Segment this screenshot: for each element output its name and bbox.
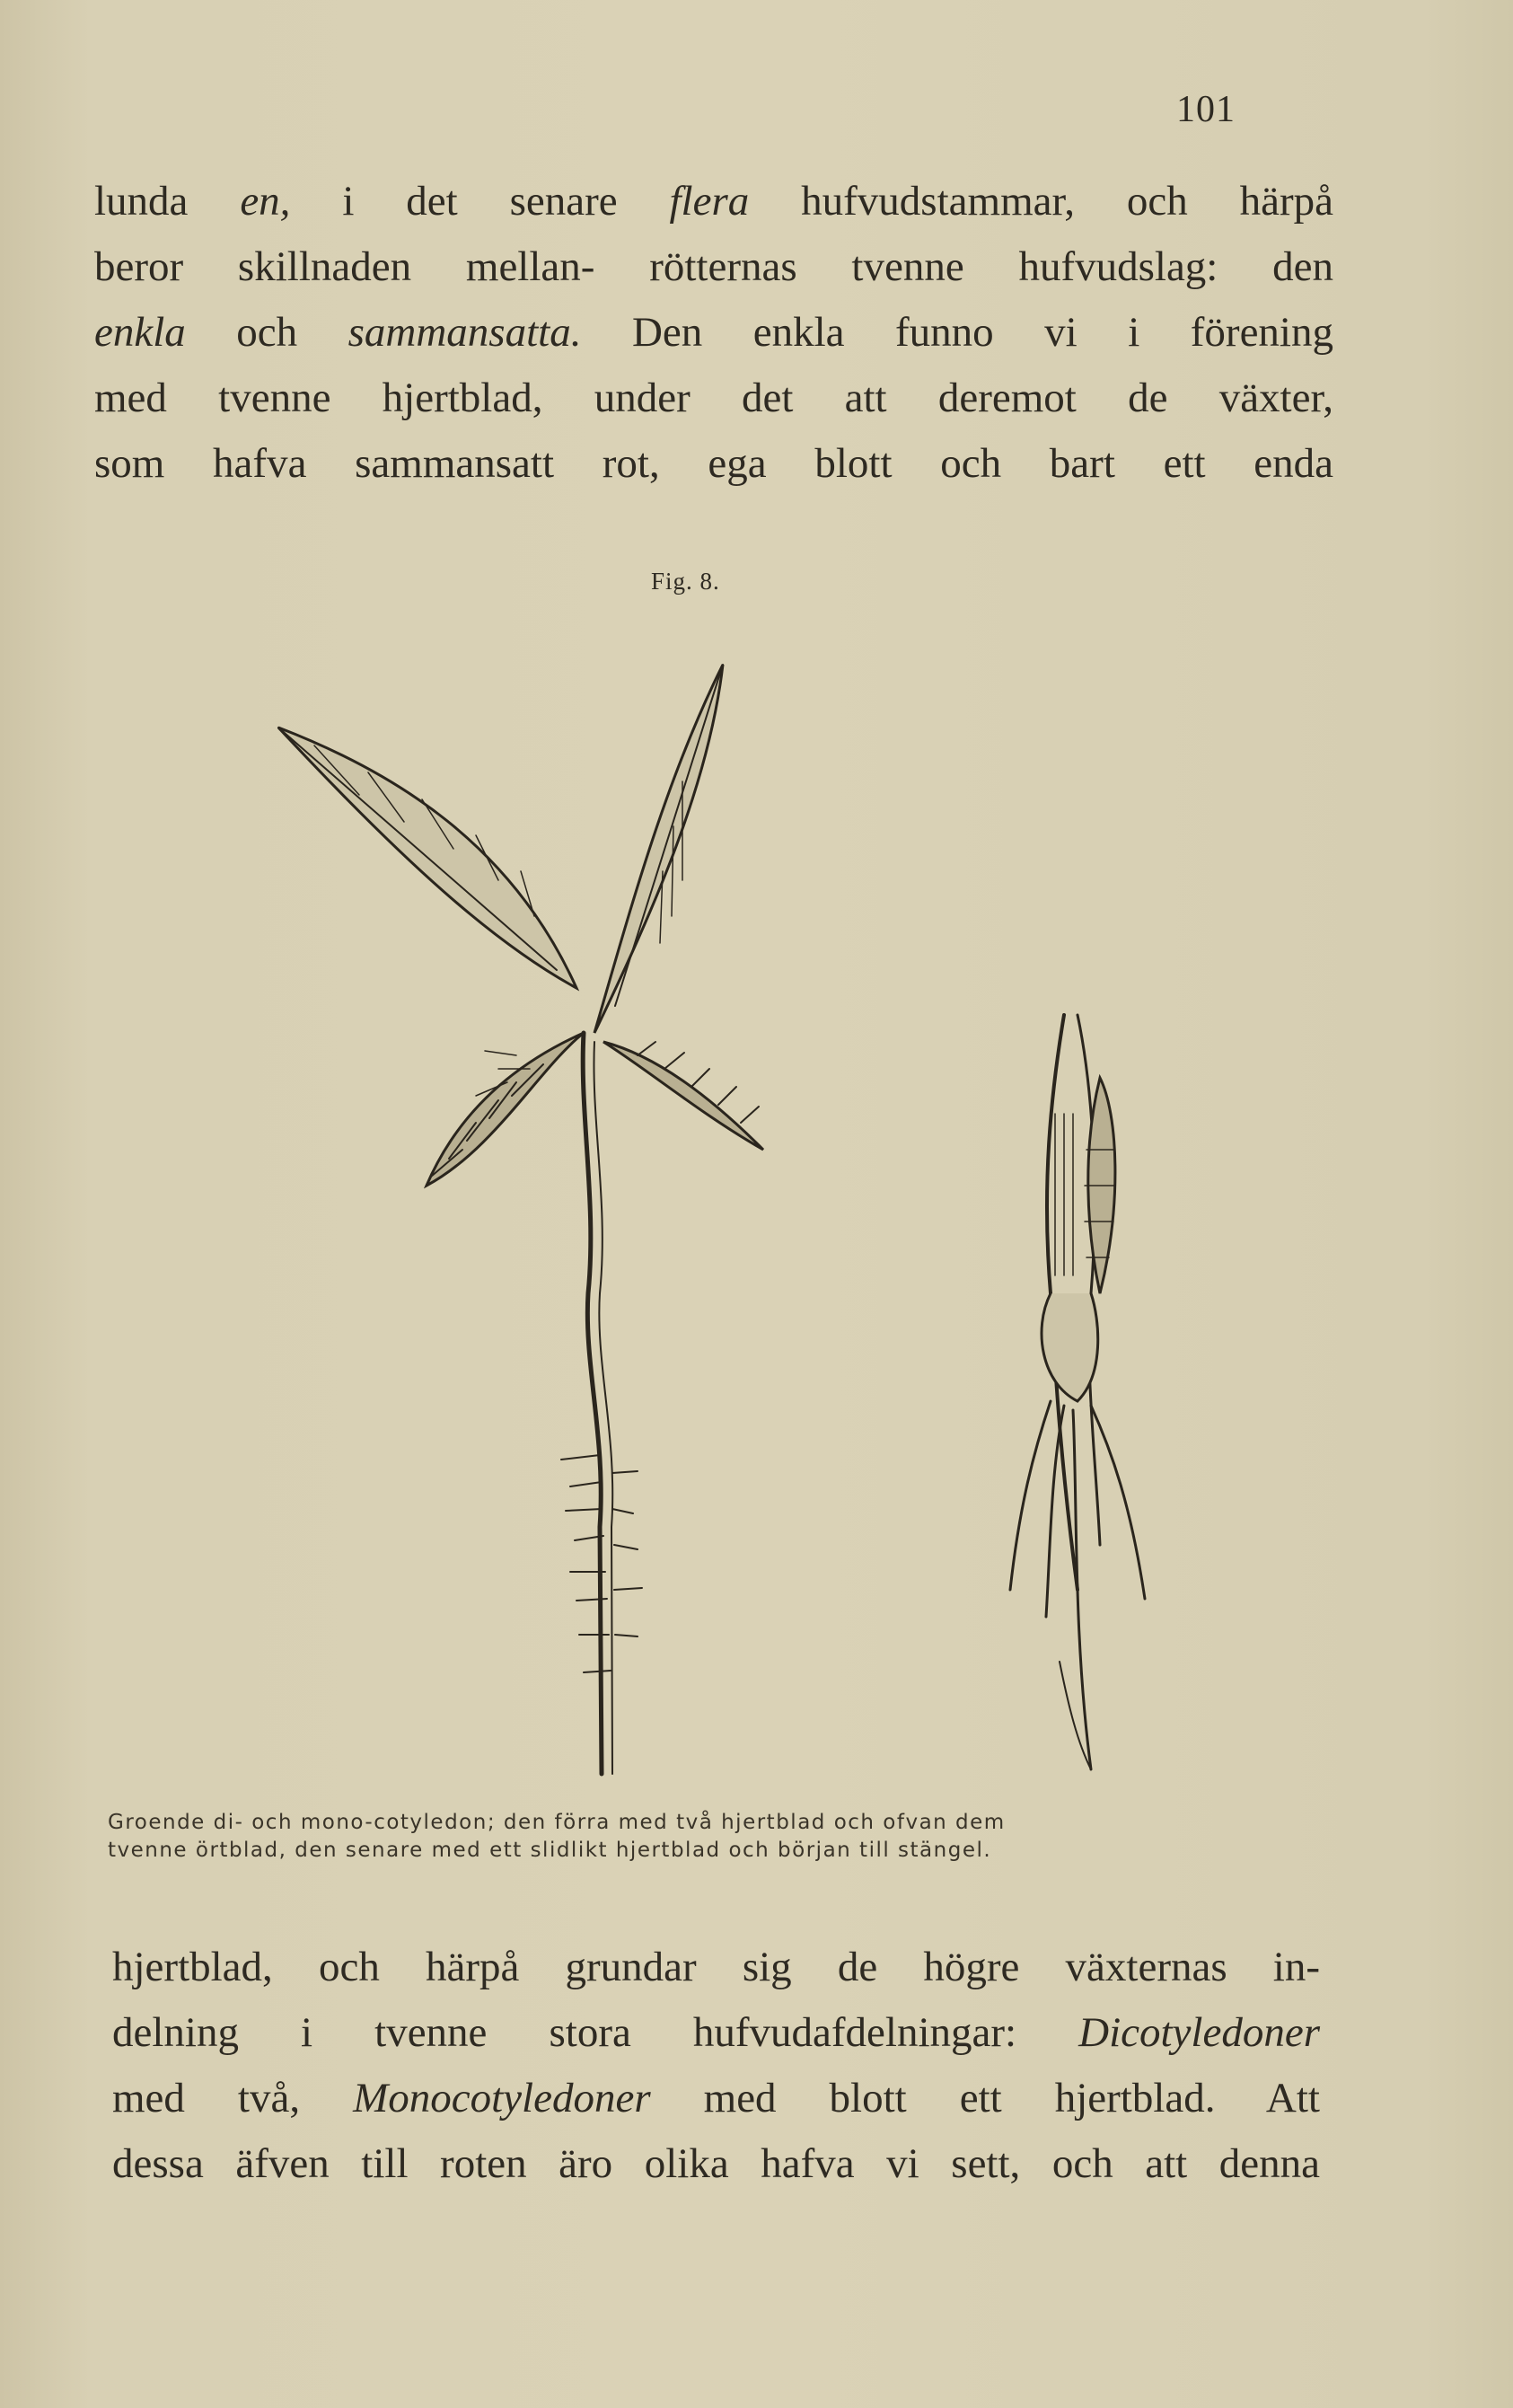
monocot-seedling — [1010, 1015, 1145, 1769]
paragraph-line: som hafva sammansatt rot, ega blott och bart ett enda — [94, 440, 1333, 487]
paragraph-line: dessa äfven till roten äro olika hafva vi sett, och att denna — [112, 2140, 1320, 2187]
figure-caption — [108, 1809, 1315, 1865]
paragraph-line: med tvenne hjertblad, under det att deremot de växter, — [94, 375, 1333, 421]
caption-line: tvenne örtblad, den senare med ett slidlikt hjertblad och början till stängel. — [108, 1839, 992, 1862]
paragraph-line: lunda en, i det senare flera hufvudstammar, och härpå — [94, 178, 1334, 225]
dicot-seedling — [278, 665, 763, 1774]
paragraph-line: beror skillnaden mellan- rötternas tvenne hufvudslag: den — [94, 243, 1333, 290]
paragraph-top — [94, 169, 1333, 497]
paragraph-bottom — [112, 1935, 1320, 2197]
paragraph-line: hjertblad, och härpå grundar sig de högre växternas in- — [112, 1944, 1320, 1990]
page-number: 101 — [1176, 89, 1236, 130]
paragraph-line: enkla och sammansatta. Den enkla funno vi i förening — [94, 309, 1333, 356]
paragraph-line: delning i tvenne stora hufvudafdelningar: Dicotyledoner — [112, 2009, 1320, 2056]
figure-label: Fig. 8. — [651, 568, 720, 595]
paragraph-line: med två, Monocotyledoner med blott ett hjertblad. Att — [112, 2075, 1320, 2121]
seedling-illustration — [260, 647, 1158, 1787]
caption-line: Groende di- och mono-cotyledon; den förra med två hjertblad och ofvan dem — [108, 1811, 1006, 1834]
